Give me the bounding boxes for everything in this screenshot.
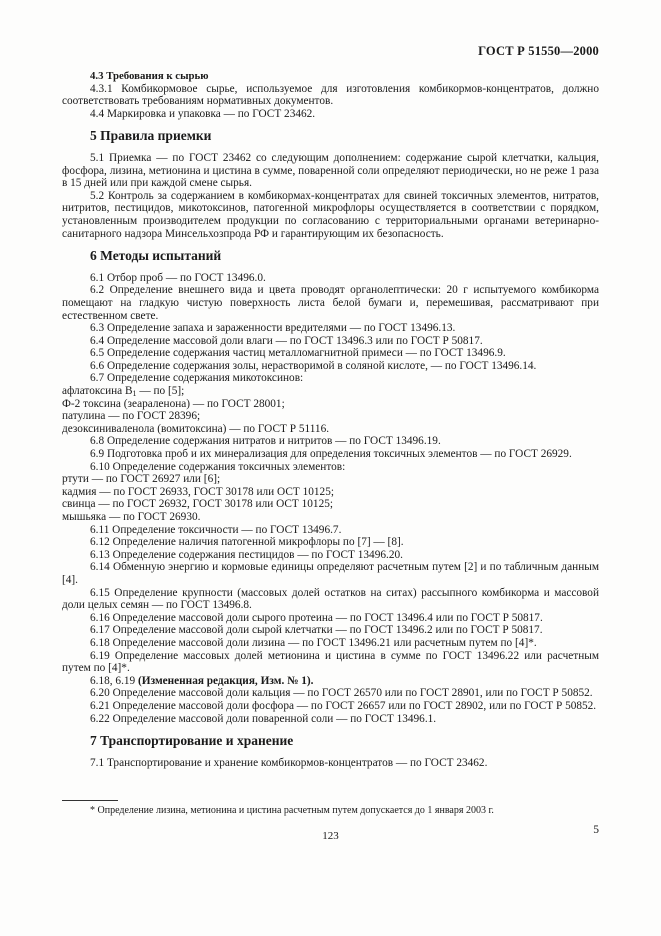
page-number-right: 5 [593,824,599,836]
section-heading-5: 5 Правила приемки [90,128,212,144]
section-heading-6: 6 Методы испытаний [90,248,222,264]
paragraph-5-1: 5.1 Приемка — по ГОСТ 23462 со следующим дополнением: содержание сырой клетчатки, кальция, фосфора, лизина, метионина и цистина в сумме, поваренной соли определяют периодически, но не реже 1 раза в 15 дней или при каждой смене сырья. [62,151,599,190]
paragraph-6-1: 6.1 Отбор проб — по ГОСТ 13496.0. [90,271,266,284]
footnote: * Определение лизина, метионина и цистина расчетным путем допускается до 1 января 2003 г. [90,805,494,816]
aflatoxin-subscript: 1 [132,389,137,399]
amendment-label: (Измененная редакция, Изм. № 1). [138,674,314,687]
subsection-heading-4-3: 4.3 Требования к сырью [90,70,209,82]
paragraph-6-21: 6.21 Определение массовой доли фосфора — по ГОСТ 26657 или по ГОСТ 28902, или по ГОСТ Р 50852. [90,699,597,712]
paragraph-6-14: 6.14 Обменную энергию и кормовые единицы определяют расчетным путем [2] и по табличным данным [4]. [62,561,599,586]
list-item-aflatoxin [62,385,599,398]
section-heading-7: 7 Транспортирование и хранение [90,733,294,749]
amendment-note [62,675,599,688]
page-number-center: 123 [322,830,339,842]
aflatoxin-text: афлатоксина B [62,385,133,398]
paragraph-6-2: 6.2 Определение внешнего вида и цвета проводят органолептически: 20 г испытуемого комбикорма помещают на гладкую чистую поверхность листа белой бумаги и, перемешивая, рассматривают при естественном свете. [62,284,599,322]
paragraph-6-10: 6.10 Определение содержания токсичных элементов: [90,460,346,473]
list-item-mercury: ртути — по ГОСТ 26927 или [6]; [62,473,221,486]
paragraph-4-3-1: 4.3.1 Комбикормовое сырье, используемое для изготовления комбикормов-концентратов, должно соответствовать требованиям нормативных документов. [62,82,599,108]
aflatoxin-ref: — по [5]; [136,385,185,398]
paragraph-6-12: 6.12 Определение наличия патогенной микрофлоры по [7] — [8]. [90,536,404,549]
paragraph-6-7: 6.7 Определение содержания микотоксинов: [90,372,304,385]
paragraph-6-13: 6.13 Определение содержания пестицидов — по ГОСТ 13496.20. [90,548,403,561]
paragraph-6-18: 6.18 Определение массовой доли лизина — по ГОСТ 13496.21 или расчетным путем по [4]*. [90,636,537,649]
footnote-divider [62,800,118,801]
list-item-cadmium: кадмия — по ГОСТ 26933, ГОСТ 30178 или ОСТ 10125; [62,485,334,498]
list-item-arsenic: мышьяка — по ГОСТ 26930. [62,511,201,523]
paragraph-6-15: 6.15 Определение крупности (массовых долей остатков на ситах) рассыпного комбикорма и массовой доли целых семян — по ГОСТ 13496.8. [62,586,599,612]
paragraph-6-22: 6.22 Определение массовой доли поваренной соли — по ГОСТ 13496.1. [90,712,437,725]
paragraph-6-11: 6.11 Определение токсичности — по ГОСТ 13496.7. [90,523,342,536]
document-body [62,70,599,769]
list-item-zearalenone: Ф-2 токсина (зеараленона) — по ГОСТ 28001; [62,397,285,410]
list-item-patulin: патулина — по ГОСТ 28396; [62,410,201,423]
paragraph-6-4: 6.4 Определение массовой доли влаги — по ГОСТ 13496.3 или по ГОСТ Р 50817. [90,334,483,347]
paragraph-6-8: 6.8 Определение содержания нитратов и нитритов — по ГОСТ 13496.19. [90,435,441,448]
paragraph-6-3: 6.3 Определение запаха и зараженности вредителями — по ГОСТ 13496.13. [90,322,456,335]
amendment-clauses: 6.18, 6.19 [90,674,139,687]
paragraph-6-20: 6.20 Определение массовой доли кальция — по ГОСТ 26570 или по ГОСТ 28901, или по ГОСТ Р 50852. [90,687,593,700]
paragraph-6-5: 6.5 Определение содержания частиц металломагнитной примеси — по ГОСТ 13496.9. [90,347,506,360]
paragraph-6-19: 6.19 Определение массовых долей метионина и цистина в сумме по ГОСТ 13496.22 или расчетным путем по [4]*. [62,649,599,675]
paragraph-7-1: 7.1 Транспортирование и хранение комбикормов-концентратов — по ГОСТ 23462. [90,756,488,769]
paragraph-5-2: 5.2 Контроль за содержанием в комбикормах-концентратах для свиней токсичных элементов, нитратов, нитритов, пестицидов, микотоксинов, патогенной микрофлоры осуществляется в соответствии с порядком, установленным производителем продукции по согласованию с территориальными органами ветеринарно-санитарного надзора Минсельхозпрода РФ и гарантирующим их безопасность. [62,189,599,240]
list-item-deoxynivalenol: дезоксиниваленола (вомитоксина) — по ГОСТ Р 51116. [62,422,330,435]
paragraph-6-16: 6.16 Определение массовой доли сырого протеина — по ГОСТ 13496.4 или по ГОСТ Р 50817. [90,611,543,624]
list-item-lead: свинца — по ГОСТ 26932, ГОСТ 30178 или ОСТ 10125; [62,498,334,511]
paragraph-6-17: 6.17 Определение массовой доли сырой клетчатки — по ГОСТ 13496.2 или по ГОСТ Р 50817. [90,624,543,637]
paragraph-6-9: 6.9 Подготовка проб и их минерализация для определения токсичных элементов — по ГОСТ 26929. [90,448,572,461]
paragraph-4-4: 4.4 Маркировка и упаковка — по ГОСТ 23462. [90,107,316,120]
document-code-header: ГОСТ Р 51550—2000 [478,44,599,58]
paragraph-6-6: 6.6 Определение содержания золы, нерастворимой в соляной кислоте, — по ГОСТ 13496.14. [90,359,537,372]
